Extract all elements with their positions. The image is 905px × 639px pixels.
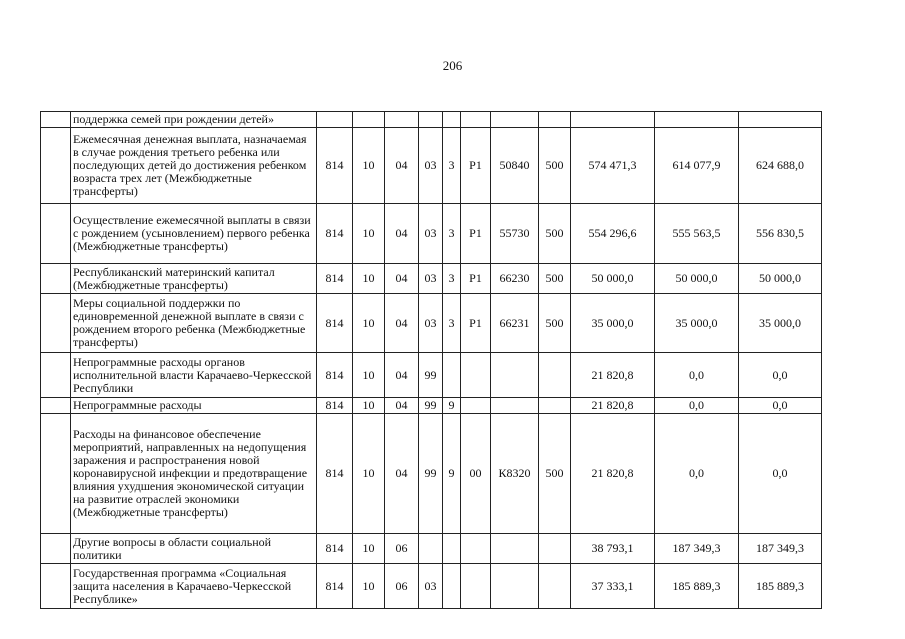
amount-year3-cell: 0,0 — [739, 353, 822, 398]
amount-year1-cell: 574 471,3 — [571, 128, 655, 204]
row-index-cell — [41, 398, 71, 414]
description-cell: Республиканский материнский капитал (Межбюджетные трансферты) — [71, 264, 317, 294]
amount-year3-cell: 35 000,0 — [739, 294, 822, 353]
subprogram-code-cell — [443, 564, 461, 609]
expense-type-cell — [539, 398, 571, 414]
table-row — [41, 398, 822, 414]
amount-year3-cell: 187 349,3 — [739, 534, 822, 564]
admin-code-cell: 814 — [317, 534, 353, 564]
table-row — [41, 128, 822, 204]
admin-code-cell: 814 — [317, 204, 353, 264]
description-cell: Меры социальной поддержки по единовременной денежной выплате в связи с рождением второго ребенка (Межбюджетные трансферты) — [71, 294, 317, 353]
subsection-code-cell: 04 — [385, 264, 419, 294]
program-code-cell: 99 — [419, 353, 443, 398]
subprogram-code-cell: 3 — [443, 264, 461, 294]
row-index-cell — [41, 294, 71, 353]
subsection-code-cell: 04 — [385, 204, 419, 264]
table-row — [41, 112, 822, 128]
project-code-cell: P1 — [461, 204, 491, 264]
admin-code-cell: 814 — [317, 353, 353, 398]
section-code-cell: 10 — [353, 353, 385, 398]
amount-year2-cell: 0,0 — [655, 353, 739, 398]
project-code-cell — [461, 564, 491, 609]
subsection-code-cell — [385, 112, 419, 128]
table-row — [41, 564, 822, 609]
row-index-cell — [41, 564, 71, 609]
subprogram-code-cell — [443, 534, 461, 564]
row-index-cell — [41, 204, 71, 264]
amount-year2-cell: 187 349,3 — [655, 534, 739, 564]
amount-year2-cell: 614 077,9 — [655, 128, 739, 204]
amount-year1-cell: 21 820,8 — [571, 398, 655, 414]
amount-year1-cell: 35 000,0 — [571, 294, 655, 353]
description-cell: Расходы на финансовое обеспечение мероприятий, направленных на недопущения заражения и распространения новой коронавирусной инфекции и предотвращение влияния ухудшения экономической ситуации на развитие отраслей экономики (Межбюджетные трансферты) — [71, 414, 317, 534]
direction-code-cell: 66231 — [491, 294, 539, 353]
section-code-cell: 10 — [353, 128, 385, 204]
amount-year3-cell: 0,0 — [739, 414, 822, 534]
amount-year3-cell: 624 688,0 — [739, 128, 822, 204]
subsection-code-cell: 04 — [385, 398, 419, 414]
expense-type-cell — [539, 112, 571, 128]
project-code-cell — [461, 534, 491, 564]
subsection-code-cell: 04 — [385, 294, 419, 353]
row-index-cell — [41, 128, 71, 204]
table-row — [41, 294, 822, 353]
expense-type-cell — [539, 564, 571, 609]
admin-code-cell: 814 — [317, 294, 353, 353]
admin-code-cell: 814 — [317, 414, 353, 534]
subprogram-code-cell: 3 — [443, 204, 461, 264]
table-body — [41, 112, 822, 609]
section-code-cell: 10 — [353, 414, 385, 534]
project-code-cell: 00 — [461, 414, 491, 534]
table-row — [41, 534, 822, 564]
program-code-cell: 03 — [419, 564, 443, 609]
row-index-cell — [41, 414, 71, 534]
subprogram-code-cell — [443, 353, 461, 398]
amount-year3-cell: 0,0 — [739, 398, 822, 414]
table-row — [41, 353, 822, 398]
subsection-code-cell: 06 — [385, 564, 419, 609]
amount-year1-cell: 38 793,1 — [571, 534, 655, 564]
expense-type-cell: 500 — [539, 128, 571, 204]
amount-year2-cell: 35 000,0 — [655, 294, 739, 353]
expense-type-cell — [539, 353, 571, 398]
program-code-cell: 99 — [419, 414, 443, 534]
subprogram-code-cell: 3 — [443, 128, 461, 204]
project-code-cell — [461, 353, 491, 398]
expense-type-cell: 500 — [539, 414, 571, 534]
amount-year3-cell — [739, 112, 822, 128]
direction-code-cell: 50840 — [491, 128, 539, 204]
page-number: 206 — [442, 58, 463, 73]
amount-year2-cell: 555 563,5 — [655, 204, 739, 264]
description-cell: Непрограммные расходы — [71, 398, 317, 414]
table-row — [41, 264, 822, 294]
section-code-cell: 10 — [353, 534, 385, 564]
amount-year1-cell: 50 000,0 — [571, 264, 655, 294]
project-code-cell — [461, 112, 491, 128]
direction-code-cell — [491, 398, 539, 414]
project-code-cell: P1 — [461, 264, 491, 294]
project-code-cell — [461, 398, 491, 414]
subsection-code-cell: 06 — [385, 534, 419, 564]
program-code-cell — [419, 534, 443, 564]
direction-code-cell: К8320 — [491, 414, 539, 534]
section-code-cell: 10 — [353, 564, 385, 609]
amount-year2-cell: 185 889,3 — [655, 564, 739, 609]
section-code-cell: 10 — [353, 264, 385, 294]
amount-year3-cell: 556 830,5 — [739, 204, 822, 264]
admin-code-cell: 814 — [317, 564, 353, 609]
direction-code-cell — [491, 353, 539, 398]
project-code-cell: P1 — [461, 128, 491, 204]
description-cell: Другие вопросы в области социальной политики — [71, 534, 317, 564]
subprogram-code-cell: 9 — [443, 414, 461, 534]
amount-year2-cell — [655, 112, 739, 128]
direction-code-cell: 55730 — [491, 204, 539, 264]
description-cell: Осуществление ежемесячной выплаты в связи с рождением (усыновлением) первого ребенка (Межбюджетные трансферты) — [71, 204, 317, 264]
expense-type-cell: 500 — [539, 264, 571, 294]
subprogram-code-cell — [443, 112, 461, 128]
subsection-code-cell: 04 — [385, 414, 419, 534]
section-code-cell: 10 — [353, 204, 385, 264]
row-index-cell — [41, 534, 71, 564]
table-row — [41, 414, 822, 534]
direction-code-cell — [491, 112, 539, 128]
description-cell: Ежемесячная денежная выплата, назначаемая в случае рождения третьего ребенка или последующих детей до достижения ребенком возраста трех лет (Межбюджетные трансферты) — [71, 128, 317, 204]
program-code-cell: 03 — [419, 204, 443, 264]
budget-table — [40, 111, 822, 609]
amount-year1-cell: 21 820,8 — [571, 414, 655, 534]
subprogram-code-cell: 3 — [443, 294, 461, 353]
admin-code-cell: 814 — [317, 264, 353, 294]
section-code-cell — [353, 112, 385, 128]
program-code-cell: 03 — [419, 294, 443, 353]
description-cell: поддержка семей при рождении детей» — [71, 112, 317, 128]
admin-code-cell: 814 — [317, 398, 353, 414]
amount-year1-cell — [571, 112, 655, 128]
direction-code-cell — [491, 534, 539, 564]
program-code-cell: 03 — [419, 264, 443, 294]
subsection-code-cell: 04 — [385, 353, 419, 398]
amount-year3-cell: 185 889,3 — [739, 564, 822, 609]
amount-year1-cell: 37 333,1 — [571, 564, 655, 609]
amount-year3-cell: 50 000,0 — [739, 264, 822, 294]
expense-type-cell — [539, 534, 571, 564]
row-index-cell — [41, 112, 71, 128]
description-cell: Непрограммные расходы органов исполнительной власти Карачаево-Черкесской Республики — [71, 353, 317, 398]
row-index-cell — [41, 264, 71, 294]
project-code-cell: P1 — [461, 294, 491, 353]
direction-code-cell — [491, 564, 539, 609]
expense-type-cell: 500 — [539, 204, 571, 264]
table-row — [41, 204, 822, 264]
amount-year2-cell: 0,0 — [655, 414, 739, 534]
direction-code-cell: 66230 — [491, 264, 539, 294]
section-code-cell: 10 — [353, 294, 385, 353]
program-code-cell — [419, 112, 443, 128]
expense-type-cell: 500 — [539, 294, 571, 353]
amount-year1-cell: 554 296,6 — [571, 204, 655, 264]
subprogram-code-cell: 9 — [443, 398, 461, 414]
admin-code-cell: 814 — [317, 128, 353, 204]
section-code-cell: 10 — [353, 398, 385, 414]
admin-code-cell — [317, 112, 353, 128]
row-index-cell — [41, 353, 71, 398]
amount-year2-cell: 0,0 — [655, 398, 739, 414]
description-cell: Государственная программа «Социальная защита населения в Карачаево-Черкесской Республике» — [71, 564, 317, 609]
program-code-cell: 99 — [419, 398, 443, 414]
amount-year1-cell: 21 820,8 — [571, 353, 655, 398]
program-code-cell: 03 — [419, 128, 443, 204]
subsection-code-cell: 04 — [385, 128, 419, 204]
amount-year2-cell: 50 000,0 — [655, 264, 739, 294]
